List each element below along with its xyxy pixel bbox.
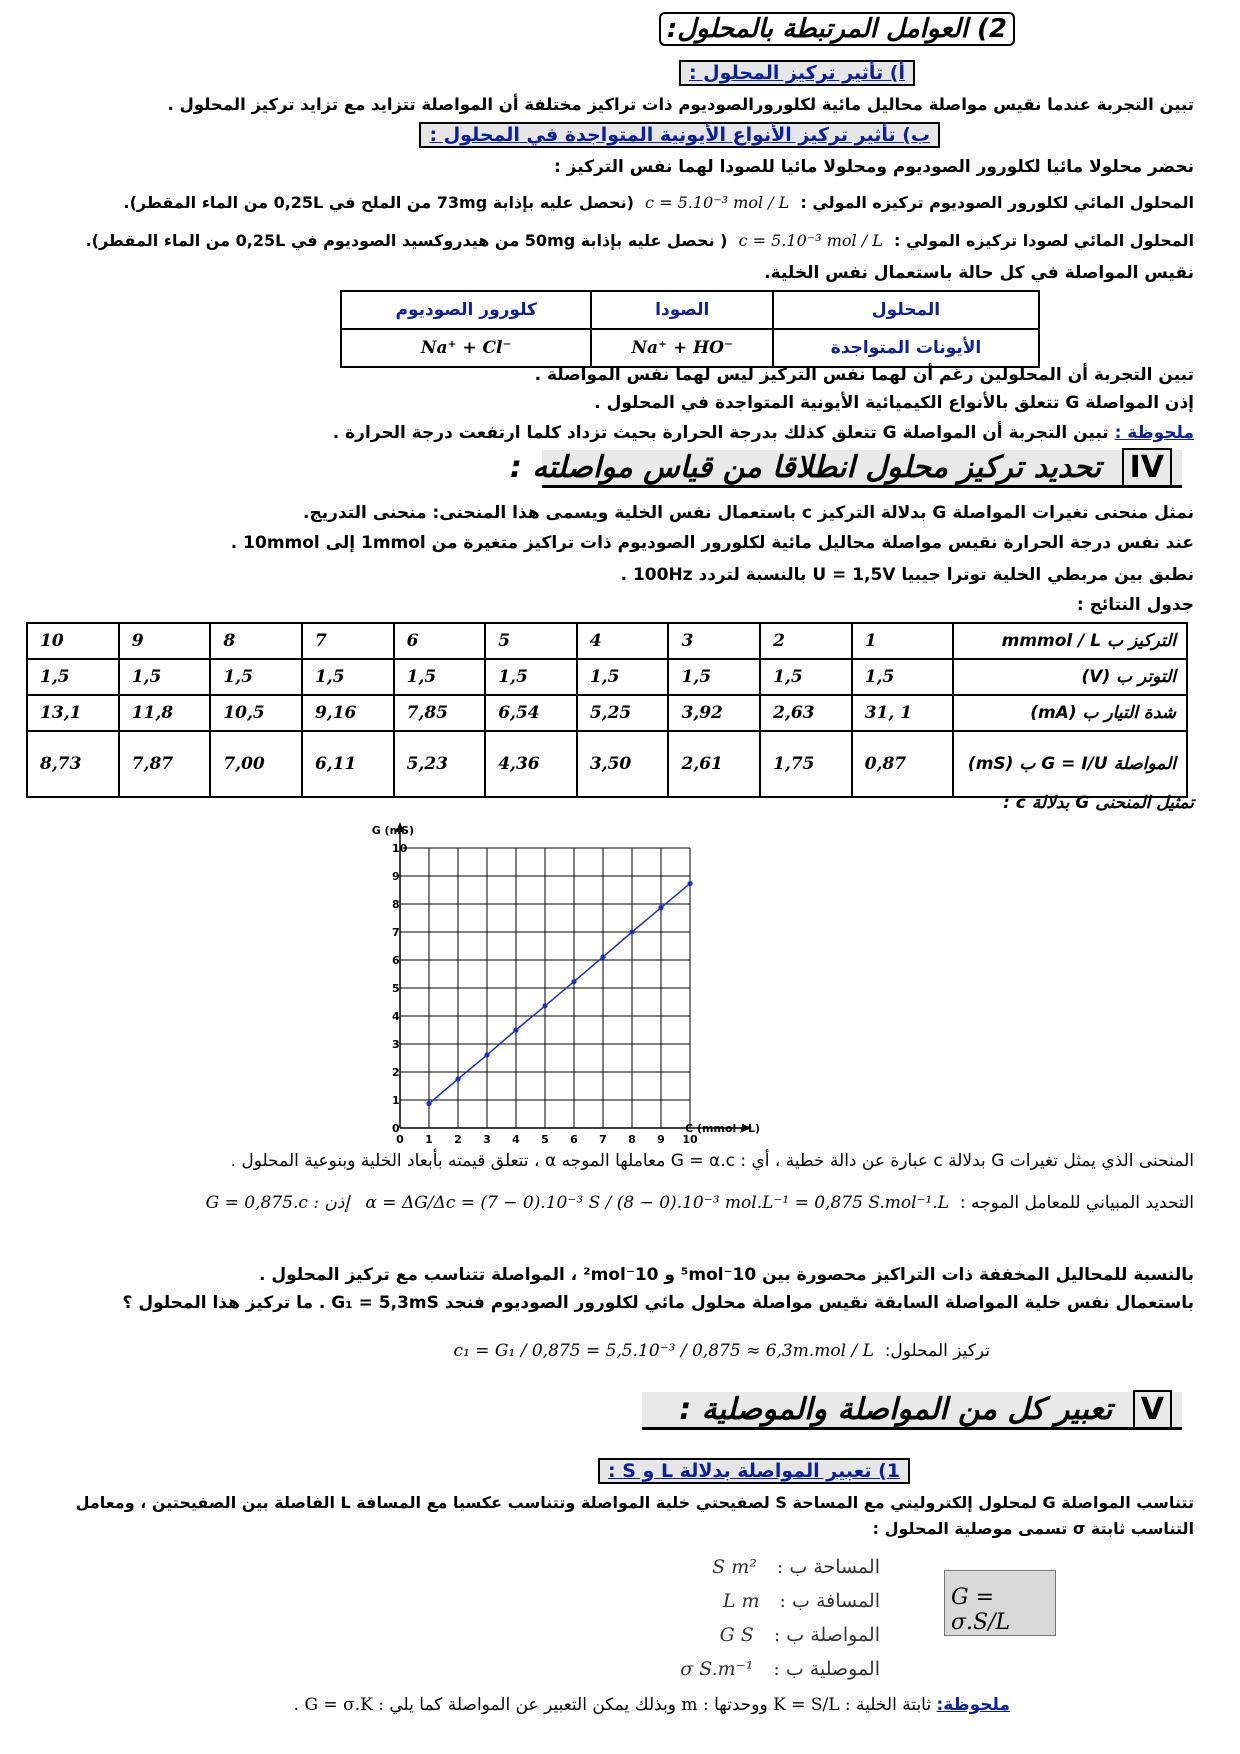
table-cell: 1 bbox=[852, 623, 953, 659]
curve-label: تمثيل المنحنى G بدلالة c : bbox=[1003, 793, 1194, 813]
y-tick-label: 3 bbox=[392, 1038, 400, 1051]
formula: c = 5.10⁻³ mol / L bbox=[645, 193, 790, 212]
table-cell: 3,92 bbox=[668, 695, 760, 731]
section-number: IV bbox=[1122, 448, 1172, 487]
x-tick-label: 5 bbox=[541, 1133, 549, 1146]
unit-row: المسافة ب : L m bbox=[722, 1590, 880, 1612]
table-cell: 4 bbox=[577, 623, 669, 659]
formula: c = 5.10⁻³ mol / L bbox=[738, 231, 883, 250]
table-cell: 2,63 bbox=[760, 695, 852, 731]
x-tick-label: 0 bbox=[396, 1133, 404, 1146]
y-tick-label: 5 bbox=[392, 982, 400, 995]
subsection-a-label: أ) تأثير تركيز المحلول : bbox=[679, 60, 915, 86]
y-axis-label: G (mS) bbox=[371, 824, 414, 837]
answer-line: تركيز المحلول: c₁ = G₁ / 0,875 = 5,5.10⁻³ / 0,875 ≈ 6,3m.mol / L bbox=[453, 1341, 990, 1361]
table-cell: 1,5 bbox=[760, 659, 852, 695]
table-cell: 4,36 bbox=[485, 731, 577, 797]
subsection-v1-label: 1) تعبير المواصلة بدلالة L و S : bbox=[598, 1458, 910, 1484]
paragraph: عند نفس درجة الحرارة نقيس مواصلة محاليل مائية لكلورور الصوديوم ذات تراكيز متغيرة من 1mmol إلى 10mmol . bbox=[230, 533, 1194, 553]
table-cell: 8,73 bbox=[27, 731, 119, 797]
subsection-v1-title bbox=[598, 1458, 910, 1484]
table-cell: 1,5 bbox=[27, 659, 119, 695]
unit-row: الموصلية ب : σ S.m⁻¹ bbox=[680, 1658, 880, 1680]
y-tick-label: 4 bbox=[392, 1010, 400, 1023]
paragraph: التناسب ثابتة σ تسمى موصلية المحلول : bbox=[872, 1519, 1194, 1538]
x-tick-label: 4 bbox=[512, 1133, 520, 1146]
data-point bbox=[542, 1003, 547, 1008]
table-cell: 6,11 bbox=[302, 731, 394, 797]
table-cell: 13,1 bbox=[27, 695, 119, 731]
paragraph: نقيس المواصلة في كل حالة باستعمال نفس الخلية. bbox=[764, 263, 1194, 283]
section-iv-title: IV تحديد تركيز محلول انطلاقا من قياس مواصلته : bbox=[542, 450, 1182, 488]
table-cell: 5,25 bbox=[577, 695, 669, 731]
data-point bbox=[687, 881, 692, 886]
subsection-b-title bbox=[419, 122, 940, 148]
note: ملحوظة : تبين التجربة أن المواصلة G تتعلق كذلك بدرجة الحرارة بحيث تزداد كلما ارتفعت درجة الحرارة . bbox=[332, 423, 1194, 443]
x-tick-label: 1 bbox=[425, 1133, 433, 1146]
y-tick-label: 6 bbox=[392, 954, 400, 967]
table-cell: 0,87 bbox=[852, 731, 953, 797]
x-tick-label: 6 bbox=[570, 1133, 578, 1146]
y-tick-label: 8 bbox=[392, 898, 400, 911]
row-concentration bbox=[27, 623, 1187, 659]
table-cell: 8 bbox=[210, 623, 302, 659]
table-cell: 3 bbox=[668, 623, 760, 659]
table-cell: 1,75 bbox=[760, 731, 852, 797]
y-tick-label: 10 bbox=[392, 842, 408, 855]
row-current bbox=[27, 695, 1187, 731]
x-tick-label: 10 bbox=[682, 1133, 698, 1146]
section-v-title: V تعبير كل من المواصلة والموصلية : bbox=[642, 1392, 1182, 1430]
table-cell: 1,5 bbox=[485, 659, 577, 695]
table-cell: 1,5 bbox=[394, 659, 486, 695]
table-cell: 1,5 bbox=[577, 659, 669, 695]
row-conductance bbox=[27, 731, 1187, 797]
row-label: المواصلة G = I/U ب (mS) bbox=[953, 731, 1187, 797]
paragraph: بالنسبة للمحاليل المخففة ذات التراكيز محصورة بين 10⁻⁵mol و 10⁻²mol ، المواصلة تتناسب مع تركيز المحلول . bbox=[258, 1265, 1194, 1285]
series-line bbox=[429, 884, 690, 1104]
naoh-line: المحلول المائي لصودا تركيزه المولي : c = 5.10⁻³ mol / L ( نحصل عليه بإذابة 50mg من هيدروكسيد الصوديوم في 0,25L من الماء المقطر). bbox=[85, 231, 1194, 250]
table-cell: 1,5 bbox=[210, 659, 302, 695]
paragraph: نطبق بين مربطي الخلية توترا جيبيا U = 1,5V بالنسبة لتردد 100Hz . bbox=[620, 565, 1194, 585]
conductance-formula-box: G = σ.S/L bbox=[944, 1570, 1056, 1636]
paragraph: المنحنى الذي يمثل تغيرات G بدلالة c عبارة عن دالة خطية ، أي : G = α.c معاملها الموجه α ، تتعلق قيمته بأبعاد الخلية وبنوعية المحلول . bbox=[230, 1151, 1194, 1171]
table-cell: 9 bbox=[119, 623, 211, 659]
table-cell: 10,5 bbox=[210, 695, 302, 731]
table-cell: 7,87 bbox=[119, 731, 211, 797]
data-point bbox=[571, 979, 576, 984]
table-cell: 1,5 bbox=[119, 659, 211, 695]
row-voltage bbox=[27, 659, 1187, 695]
y-tick-label: 9 bbox=[392, 870, 400, 883]
table-cell: الأيونات المتواجدة bbox=[773, 329, 1039, 367]
table-cell: 10 bbox=[27, 623, 119, 659]
data-point bbox=[426, 1101, 431, 1106]
table-cell: 1,5 bbox=[302, 659, 394, 695]
calibration-chart bbox=[360, 816, 880, 1146]
table-cell: 9,16 bbox=[302, 695, 394, 731]
results-table bbox=[26, 622, 1188, 798]
subsection-a-title bbox=[679, 60, 915, 86]
x-axis-label: C (mmol / L) bbox=[685, 1122, 760, 1135]
formula-result: إذن : G = 0,875.c bbox=[205, 1193, 350, 1213]
paragraph: تتناسب المواصلة G لمحلول إلكتروليتي مع المساحة S لصفيحتي خلية المواصلة وتتناسب عكسيا مع المسافة L الفاصلة بين الصفيحتين ، ومعامل bbox=[75, 1493, 1194, 1512]
subsection-b-label: ب) تأثير تركيز الأنواع الأيونية المتواجدة في المحلول : bbox=[419, 122, 940, 148]
y-tick-label: 2 bbox=[392, 1066, 400, 1079]
x-tick-label: 2 bbox=[454, 1133, 462, 1146]
x-tick-label: 8 bbox=[628, 1133, 636, 1146]
data-point bbox=[455, 1076, 460, 1081]
nacl-line: المحلول المائي لكلورور الصوديوم تركيزه المولي : c = 5.10⁻³ mol / L (نحصل عليه بإذابة 73mg من الملح في 0,25L من الماء المقطر). bbox=[123, 193, 1194, 212]
table-cell: الصودا bbox=[591, 291, 773, 329]
table-cell: 6 bbox=[394, 623, 486, 659]
y-tick-label: 1 bbox=[392, 1094, 400, 1107]
table-cell: 1,5 bbox=[852, 659, 953, 695]
x-tick-label: 7 bbox=[599, 1133, 607, 1146]
unit-row: المساحة ب : S m² bbox=[712, 1556, 880, 1578]
paragraph: باستعمال نفس خلية المواصلة السابقة نقيس مواصلة محلول مائي لكلورور الصوديوم فنجد G₁ = 5,3mS . ما تركيز هذا المحلول ؟ bbox=[122, 1293, 1194, 1313]
formula: c₁ = G₁ / 0,875 = 5,5.10⁻³ / 0,875 ≈ 6,3m.mol / L bbox=[453, 1341, 874, 1361]
note-label: ملحوظة: bbox=[936, 1695, 1010, 1715]
x-tick-label: 9 bbox=[657, 1133, 665, 1146]
table-cell: Na⁺ + HO⁻ bbox=[591, 329, 773, 367]
paragraph: إذن المواصلة G تتعلق بالأنواع الكيميائية الأيونية المتواجدة في المحلول . bbox=[594, 393, 1194, 413]
table-cell: 2,61 bbox=[668, 731, 760, 797]
paragraph: تبين التجربة أن المحلولين رغم أن لهما نفس التركيز ليس لهما نفس المواصلة . bbox=[534, 365, 1194, 385]
data-point bbox=[513, 1027, 518, 1032]
table-cell: 6,54 bbox=[485, 695, 577, 731]
row-label: التركيز ب mmmol / L bbox=[953, 623, 1187, 659]
table-cell: 2 bbox=[760, 623, 852, 659]
data-point bbox=[629, 929, 634, 934]
formula: α = ΔG/Δc = (7 − 0).10⁻³ S / (8 − 0).10⁻³ mol.L⁻¹ = 0,875 S.mol⁻¹.L bbox=[365, 1193, 950, 1213]
y-tick-label: 0 bbox=[392, 1122, 400, 1135]
data-point bbox=[484, 1052, 489, 1057]
ions-table bbox=[340, 290, 1040, 368]
data-point bbox=[600, 954, 605, 959]
row-label: التوتر ب (V) bbox=[953, 659, 1187, 695]
data-point bbox=[658, 905, 663, 910]
table-cell: 1 ,31 bbox=[852, 695, 953, 731]
section-title: 2) العوامل المرتبطة بالمحلول: bbox=[659, 14, 1015, 44]
paragraph: نمثل منحنى تغيرات المواصلة G بدلالة التركيز c باستعمال نفس الخلية ويسمى هذا المنحنى: منحنى التدريج. bbox=[302, 503, 1194, 523]
table-cell: 7 bbox=[302, 623, 394, 659]
y-tick-label: 7 bbox=[392, 926, 400, 939]
table-cell: 3,50 bbox=[577, 731, 669, 797]
paragraph: نحضر محلولا مائيا لكلورور الصوديوم ومحلولا مائيا للصودا لهما نفس التركيز : bbox=[553, 157, 1194, 177]
table-cell: المحلول bbox=[773, 291, 1039, 329]
table-cell: 7,85 bbox=[394, 695, 486, 731]
table-cell: 11,8 bbox=[119, 695, 211, 731]
table-cell: 5,23 bbox=[394, 731, 486, 797]
table-cell: 1,5 bbox=[668, 659, 760, 695]
x-tick-label: 3 bbox=[483, 1133, 491, 1146]
units-list bbox=[620, 1550, 880, 1686]
table-cell: 7,00 bbox=[210, 731, 302, 797]
note-v: ملحوظة: ثابتة الخلية : K = S/L ووحدتها : m وبذلك يمكن التعبير عن المواصلة كما يلي : G = σ.K . bbox=[293, 1695, 1010, 1715]
note-label: ملحوظة : bbox=[1114, 423, 1194, 443]
section-number: V bbox=[1133, 1390, 1172, 1429]
table-cell: Na⁺ + Cl⁻ bbox=[341, 329, 591, 367]
row-label: شدة التيار ب (mA) bbox=[953, 695, 1187, 731]
results-label: جدول النتائج : bbox=[1076, 595, 1194, 615]
unit-row: المواصلة ب : G S bbox=[719, 1624, 880, 1646]
paragraph: تبين التجربة عندما نقيس مواصلة محاليل مائية لكلورورالصوديوم ذات تراكيز مختلفة أن المواصلة تتزايد مع تزايد تركيز المحلول . bbox=[167, 95, 1194, 114]
table-cell: 5 bbox=[485, 623, 577, 659]
table-cell: كلورور الصوديوم bbox=[341, 291, 591, 329]
slope-line: التحديد المبياني للمعامل الموجه : α = ΔG/Δc = (7 − 0).10⁻³ S / (8 − 0).10⁻³ mol.L⁻¹ = 0,875 S.mol⁻¹.L إذن : G = 0,875.c bbox=[205, 1193, 1194, 1213]
